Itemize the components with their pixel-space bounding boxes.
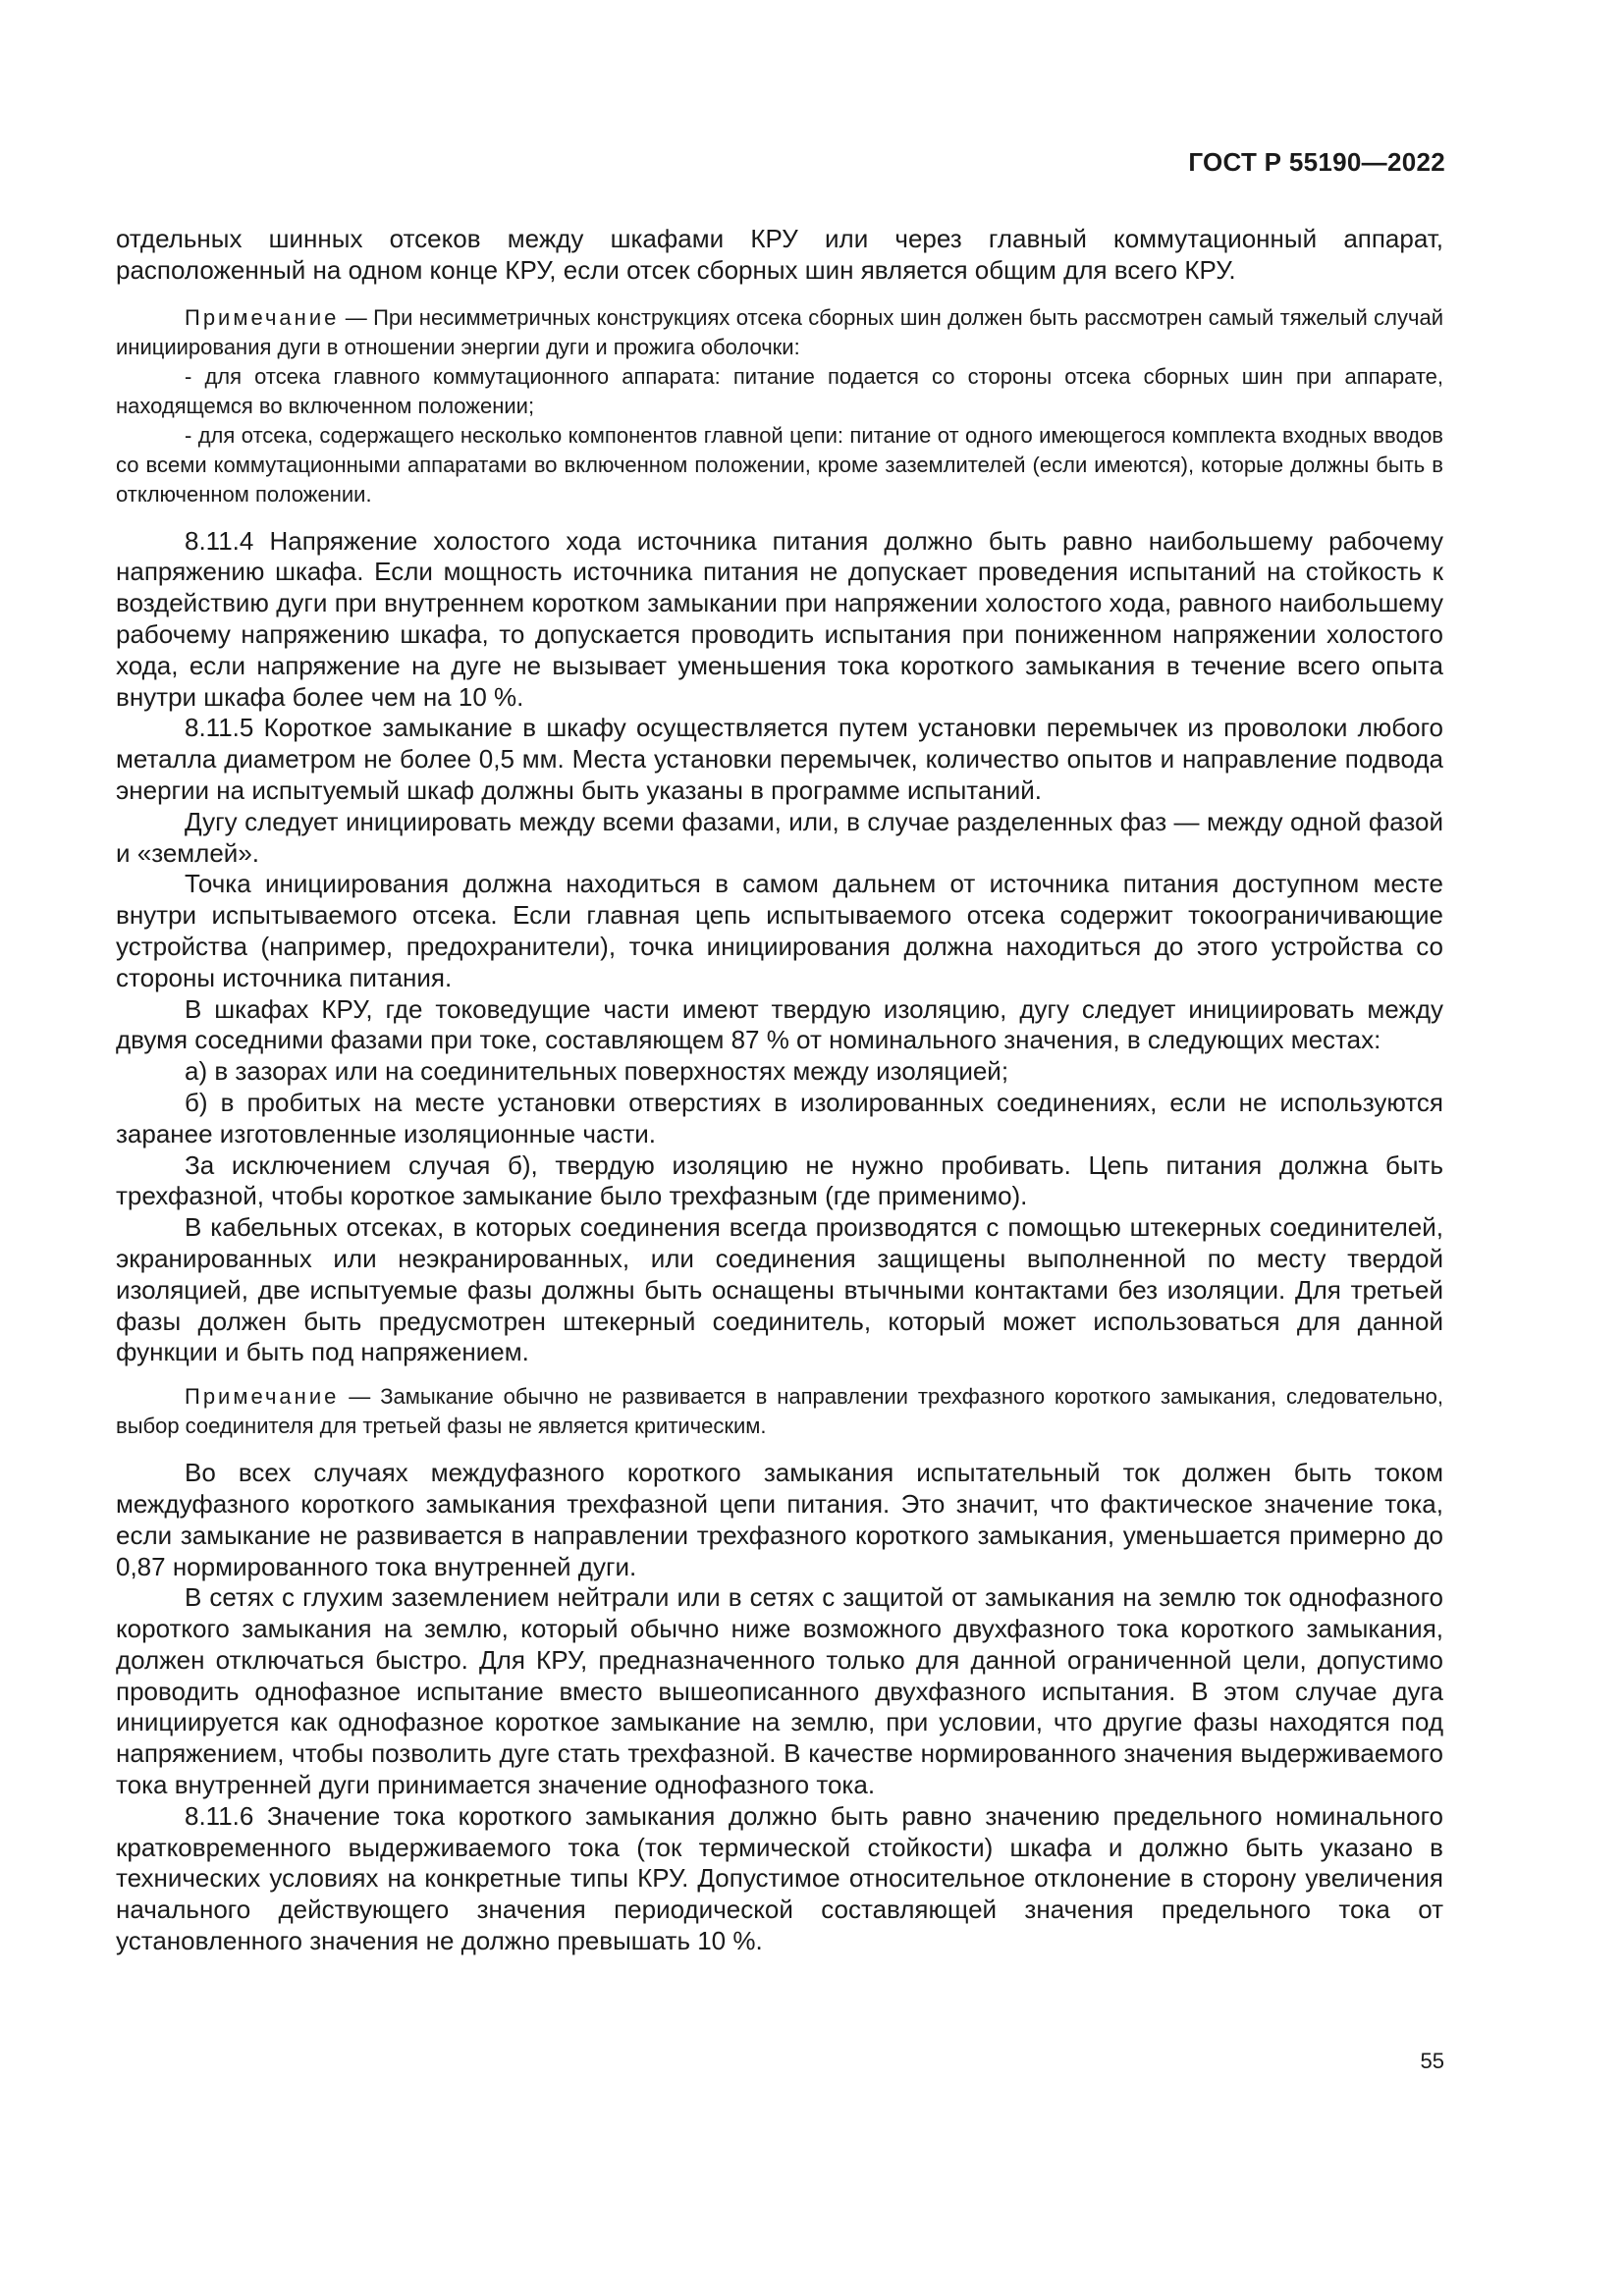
page-content — [116, 224, 1443, 1957]
list-item-a: а) в зазорах или на соединительных поверхностях между изоляцией; — [185, 1056, 1009, 1087]
clause-8-11-4: 8.11.4 Напряжение холостого хода источника питания должно быть равно наибольшему рабочему напряжению шкафа. Если мощность источника питания не допускает проведения испытаний на стойкость к воздействию дуги при внутреннем коротком замыкании при напряжении холостого хода, равного наибольшему рабочему напряжению шкафа, то допускается проводить испытания при пониженном напряжении холостого хода, если напряжение на дуге не вызывает уменьшения тока короткого замыкания в течение всего опыта внутри шкафа более чем на 10 %. — [116, 525, 1443, 712]
note-block-1 — [116, 303, 1443, 509]
note-paragraph — [116, 1382, 1443, 1441]
clause-8-11-6: 8.11.6 Значение тока короткого замыкания должно быть равно значению предельного номинального кратковременного выдерживаемого тока (ток термической стойкости) шкафа и должно быть указано в технических условиях на конкретные типы КРУ. Допустимое относительное отклонение в сторону увеличения начального действующего значения периодической составляющей значения предельного тока от установленного значения не должно превышать 10 %. — [116, 1800, 1443, 1956]
document-header — [1188, 147, 1445, 178]
note-text: — Замыкание обычно не развивается в направлении трехфазного короткого замыкания, следовательно, выбор соединителя для третьей фазы не является критическим. — [116, 1384, 1443, 1439]
note-text: — При несимметричных конструкциях отсека сборных шин должен быть рассмотрен самый тяжелый случай инициирования дуги в отношении энергии дуги и прожига оболочки: — [116, 304, 1443, 359]
page-number: 55 — [1420, 2049, 1444, 2073]
paragraph: За исключением случая б), твердую изоляцию не нужно пробивать. Цепь питания должна быть трехфазной, чтобы короткое замыкание было трехфазным (где применимо). — [116, 1149, 1443, 1211]
paragraph: Во всех случаях междуфазного короткого замыкания испытательный ток должен быть током междуфазного короткого замыкания трехфазной цепи питания. Это значит, что фактическое значение тока, если замыкание не развивается в направлении трехфазного короткого замыкания, уменьшается примерно до 0,87 нормированного тока внутренней дуги. — [116, 1458, 1443, 1581]
note-paragraph — [116, 303, 1443, 362]
paragraph: В сетях с глухим заземлением нейтрали или в сетях с защитой от замыкания на землю ток однофазного короткого замыкания на землю, который обычно ниже возможного двухфазного тока короткого замыкания, должен отключаться быстро. Для КРУ, предназначенного только для данной ограниченной цели, допустимо проводить однофазное испытание вместо вышеописанного двухфазного испытания. В этом случае дуга инициируется как однофазное короткое замыкание на землю, при условии, что другие фазы находятся под напряжением, чтобы позволить дуге стать трехфазной. В качестве нормированного значения выдерживаемого тока внутренней дуги принимается значение однофазного тока. — [116, 1582, 1443, 1800]
list-item-b: б) в пробитых на месте установки отверстиях в изолированных соединениях, если не используются заранее изготовленные изоляционные части. — [116, 1087, 1443, 1148]
document-id: ГОСТ Р 55190—2022 — [1188, 147, 1445, 177]
note-label: Примечание — [185, 304, 340, 330]
note-label: Примечание — [185, 1384, 340, 1410]
paragraph: В кабельных отсеках, в которых соединения всегда производятся с помощью штекерных соединителей, экранированных или неэкранированных, или соединения защищены выполненной по месту твердой изоляцией, две испытуемые фазы должны быть оснащены втычными контактами без изоляции. Для третьей фазы должен быть предусмотрен штекерный соединитель, который может использоваться для данной функции и быть под напряжением. — [116, 1212, 1443, 1367]
paragraph-continuation: отдельных шинных отсеков между шкафами КРУ или через главный коммутационный аппарат, расположенный на одном конце КРУ, если отсек сборных шин является общим для всего КРУ. — [116, 224, 1443, 285]
paragraph: В шкафах КРУ, где токоведущие части имеют твердую изоляцию, дугу следует инициировать между двумя соседними фазами при токе, составляющем 87 % от номинального значения, в следующих местах: — [116, 993, 1443, 1055]
clause-8-11-5: 8.11.5 Короткое замыкание в шкафу осуществляется путем установки перемычек из проволоки любого металла диаметром не более 0,5 мм. Места установки перемычек, количество опытов и направление подвода энергии на испытуемый шкаф должны быть указаны в программе испытаний. — [116, 713, 1443, 805]
note-list-item: - для отсека главного коммутационного аппарата: питание подается со стороны отсека сборных шин при аппарате, находящемся во включенном положении; — [116, 363, 1443, 418]
note-block-2 — [116, 1382, 1443, 1441]
note-list-item: - для отсека, содержащего несколько компонентов главной цепи: питание от одного имеющегося комплекта входных вводов со всеми коммутационными аппаратами во включенном положении, кроме заземлителей (если имеются), которые должны быть в отключенном положении. — [116, 422, 1443, 507]
paragraph: Точка инициирования должна находиться в самом дальнем от источника питания доступном месте внутри испытываемого отсека. Если главная цепь испытываемого отсека содержит токоограничивающие устройства (например, предохранители), точка инициирования должна находиться до этого устройства со стороны источника питания. — [116, 869, 1443, 992]
paragraph: Дугу следует инициировать между всеми фазами, или, в случае разделенных фаз — между одной фазой и «землей». — [116, 806, 1443, 868]
